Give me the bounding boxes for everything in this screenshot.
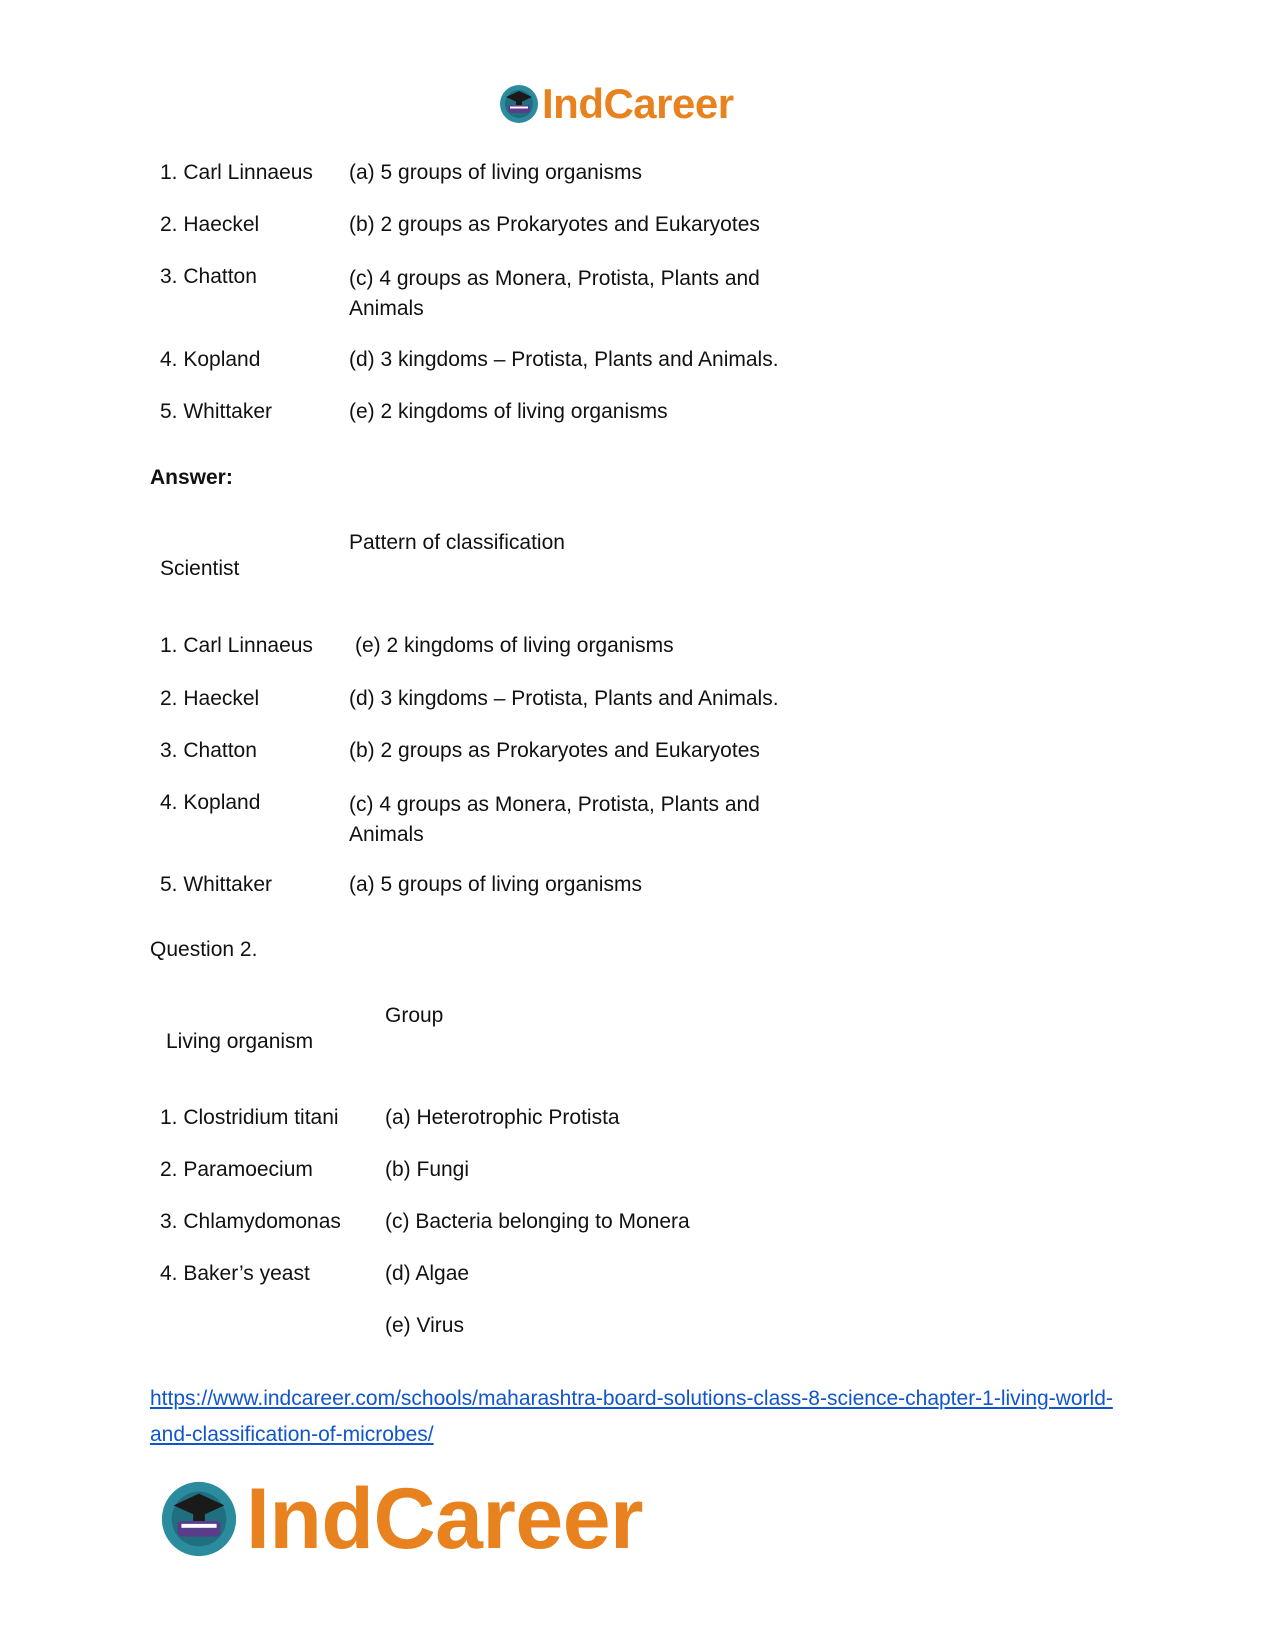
table-row-left: 4. Kopland [160, 348, 261, 371]
table-row-right: (e) 2 kingdoms of living organisms [355, 634, 674, 657]
graduation-book-icon [158, 1478, 240, 1560]
table-row-right: (a) 5 groups of living organisms [349, 873, 642, 896]
table-row-right: (c) Bacteria belonging to Monera [385, 1210, 690, 1233]
table-row-left: 5. Whittaker [160, 400, 273, 423]
table-row-left: 1. Carl Linnaeus [160, 634, 313, 657]
table-row-right: (e) 2 kingdoms of living organisms [349, 400, 668, 423]
column-header-left: Living organism [166, 1030, 314, 1053]
table-row-left: 2. Haeckel [160, 687, 260, 710]
brand-name: IndCareer [246, 1471, 643, 1567]
column-header-right: Group [385, 1004, 444, 1027]
table-row-left: 3. Chatton [160, 739, 257, 762]
graduation-book-icon [498, 83, 540, 125]
table-row-right: (d) 3 kingdoms – Protista, Plants and Animals. [349, 348, 779, 371]
table-row-right: (b) 2 groups as Prokaryotes and Eukaryotes [349, 213, 760, 236]
table-row-right: (e) Virus [385, 1314, 464, 1337]
table-row-left: 3. Chlamydomonas [160, 1210, 341, 1233]
table-row-left: 1. Clostridium titani [160, 1106, 339, 1129]
table-row-left: 4. Kopland [160, 791, 261, 814]
table-row-right: (c) 4 groups as Monera, Protista, Plants and Animals [349, 793, 760, 846]
table-row-left: 4. Baker’s yeast [160, 1262, 310, 1285]
table-row-right: (c) 4 groups as Monera, Protista, Plants and Animals [349, 267, 760, 320]
source-link[interactable]: https://www.indcareer.com/schools/maharashtra-board-solutions-class-8-science-chapter-1-living-world-and-classification-of-microbes/ [150, 1387, 1113, 1446]
table-row-left: 3. Chatton [160, 265, 257, 288]
column-header-right: Pattern of classification [349, 531, 565, 554]
table-row-left: 2. Haeckel [160, 213, 260, 236]
table-row-right: (b) Fungi [385, 1158, 470, 1181]
table-row-right: (b) 2 groups as Prokaryotes and Eukaryotes [349, 739, 760, 762]
table-row-left: 2. Paramoecium [160, 1158, 313, 1181]
question-2-label: Question 2. [150, 938, 258, 961]
table-row-right: (d) 3 kingdoms – Protista, Plants and Animals. [349, 687, 779, 710]
answer-label: Answer: [150, 466, 233, 489]
table-row-right: (a) Heterotrophic Protista [385, 1106, 620, 1129]
table-row-left: 1. Carl Linnaeus [160, 161, 313, 184]
table-row-right: (a) 5 groups of living organisms [349, 161, 642, 184]
table-row-right: (d) Algae [385, 1262, 470, 1285]
brand-name: IndCareer [542, 80, 734, 127]
column-header-left: Scientist [160, 557, 240, 580]
table-row-left: 5. Whittaker [160, 873, 273, 896]
header-logo [498, 78, 768, 130]
footer-logo [158, 1470, 698, 1570]
